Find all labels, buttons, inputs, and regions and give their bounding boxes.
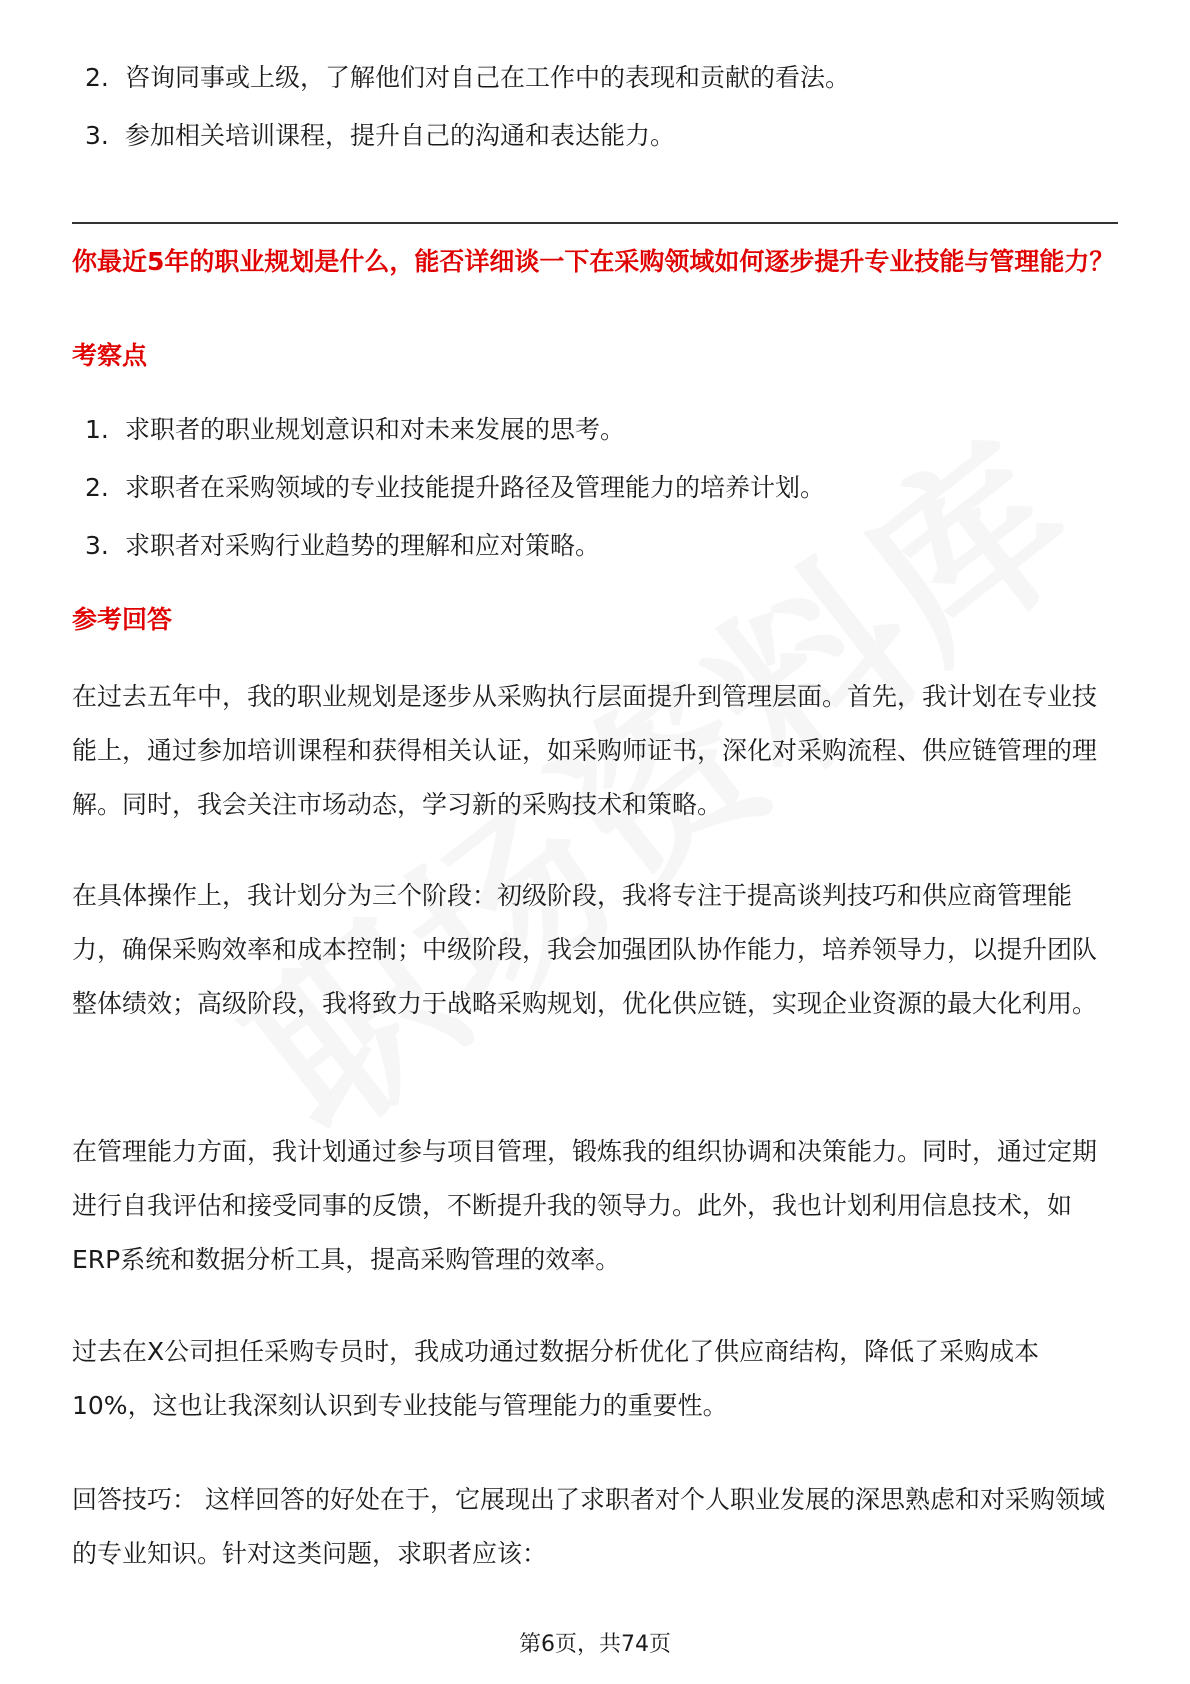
list-item [85, 470, 825, 528]
list-number: 3. [85, 531, 109, 560]
list-text: 咨询同事或上级，了解他们对自己在工作中的表现和贡献的看法。 [125, 63, 851, 92]
list-item [85, 60, 850, 118]
answer-paragraph: 在过去五年中，我的职业规划是逐步从采购执行层面提升到管理层面。首先，我计划在专业技能上，通过参加培训课程和获得相关认证，如采购师证书，深化对采购流程、供应链管理的理解。同时，我会关注市场动态，学习新的采购技术和策略。 [72, 682, 1098, 819]
list-item [85, 528, 825, 586]
answer-paragraph: 过去在X公司担任采购专员时，我成功通过数据分析优化了供应商结构，降低了采购成本10%，这也让我深刻认识到专业技能与管理能力的重要性。 [72, 1337, 1040, 1420]
list-item [85, 118, 850, 176]
section-divider [72, 222, 1118, 224]
list-text: 求职者在采购领域的专业技能提升路径及管理能力的培养计划。 [125, 473, 826, 502]
question-title: 你最近5年的职业规划是什么，能否详细谈一下在采购领域如何逐步提升专业技能与管理能力？ [72, 247, 1115, 276]
list-number: 3. [85, 121, 109, 150]
answer-paragraph: 在管理能力方面，我计划通过参与项目管理，锻炼我的组织协调和决策能力。同时，通过定期进行自我评估和接受同事的反馈，不断提升我的领导力。此外，我也计划利用信息技术，如ERP系统和数据分析工具，提高采购管理的效率。 [72, 1137, 1098, 1274]
list-number: 1. [85, 415, 109, 444]
answer-heading: 参考回答 [72, 605, 173, 634]
list-number: 2. [85, 473, 109, 502]
list-text: 求职者对采购行业趋势的理解和应对策略。 [125, 531, 601, 560]
answer-tips-paragraph: 回答技巧： 这样回答的好处在于，它展现出了求职者对个人职业发展的深思熟虑和对采购领域的专业知识。针对这类问题，求职者应该： [72, 1485, 1105, 1568]
answer-paragraph: 在具体操作上，我计划分为三个阶段：初级阶段，我将专注于提高谈判技巧和供应商管理能力，确保采购效率和成本控制；中级阶段，我会加强团队协作能力，培养领导力，以提升团队整体绩效；高级阶段，我将致力于战略采购规划，优化供应链，实现企业资源的最大化利用。 [72, 881, 1098, 1018]
top-list [85, 60, 850, 176]
list-text: 求职者的职业规划意识和对未来发展的思考。 [125, 415, 626, 444]
list-item [85, 412, 825, 470]
focus-list [85, 412, 825, 586]
list-number: 2. [85, 63, 109, 92]
list-text: 参加相关培训课程，提升自己的沟通和表达能力。 [125, 121, 676, 150]
page-number: 第6页，共74页 [519, 1632, 671, 1657]
focus-heading: 考察点 [72, 341, 148, 370]
